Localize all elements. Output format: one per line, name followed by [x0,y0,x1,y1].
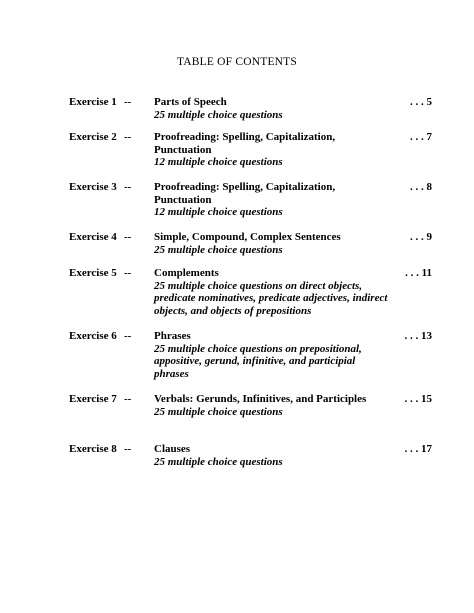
exercise-description: 25 multiple choice questions [154,455,283,468]
exercise-page-number: . . . 11 [405,267,432,279]
exercise-label: Exercise 8 [69,443,117,455]
exercise-body [154,267,389,317]
exercise-description: 25 multiple choice questions [154,243,283,256]
exercise-page-number: . . . 17 [404,443,432,455]
exercise-title: Proofreading: Spelling, Capitalization, Punctuation [154,131,336,156]
exercise-dash: -- [124,393,132,405]
exercise-description: 12 multiple choice questions [154,206,283,219]
exercise-title: Verbals: Gerunds, Infinitives, and Participles [154,393,367,405]
exercise-title: Complements [154,267,219,279]
exercise-page-number: . . . 7 [410,131,432,143]
exercise-title: Parts of Speech [154,96,227,108]
exercise-body [154,443,389,468]
exercise-body [154,393,389,418]
exercise-dash: -- [124,330,132,342]
exercise-label: Exercise 3 [69,181,117,193]
exercise-description: 25 multiple choice questions [154,405,283,418]
exercise-dash: -- [124,267,132,279]
exercise-body [154,131,389,169]
exercise-title: Proofreading: Spelling, Capitalization, Punctuation [154,181,336,206]
exercise-body [154,330,389,380]
exercise-page-number: . . . 5 [410,96,432,108]
exercise-dash: -- [124,231,132,243]
exercise-page-number: . . . 8 [410,181,432,193]
exercise-description: 25 multiple choice questions on direct objects, predicate nominatives, predicate adjectives, indirect objects, and objects of prepositions [154,279,388,317]
exercise-body [154,231,389,256]
exercise-title: Simple, Compound, Complex Sentences [154,231,341,243]
exercise-description: 25 multiple choice questions on prepositional, appositive, gerund, infinitive, and participial phrases [154,342,362,380]
exercise-page-number: . . . 9 [410,231,432,243]
exercise-title: Clauses [154,443,191,455]
exercise-label: Exercise 2 [69,131,117,143]
exercise-label: Exercise 5 [69,267,117,279]
exercise-description: 25 multiple choice questions [154,108,283,121]
exercise-page-number: . . . 15 [404,393,432,405]
exercise-dash: -- [124,96,132,108]
exercise-body [154,181,389,219]
exercise-description: 12 multiple choice questions [154,156,283,169]
page-title: TABLE OF CONTENTS [176,56,298,68]
exercise-body [154,96,389,121]
exercise-dash: -- [124,443,132,455]
exercise-label: Exercise 1 [69,96,117,108]
exercise-label: Exercise 4 [69,231,117,243]
exercise-label: Exercise 7 [69,393,117,405]
exercise-label: Exercise 6 [69,330,117,342]
exercise-dash: -- [124,181,132,193]
exercise-title: Phrases [154,330,191,342]
exercise-dash: -- [124,131,132,143]
exercise-page-number: . . . 13 [404,330,432,342]
